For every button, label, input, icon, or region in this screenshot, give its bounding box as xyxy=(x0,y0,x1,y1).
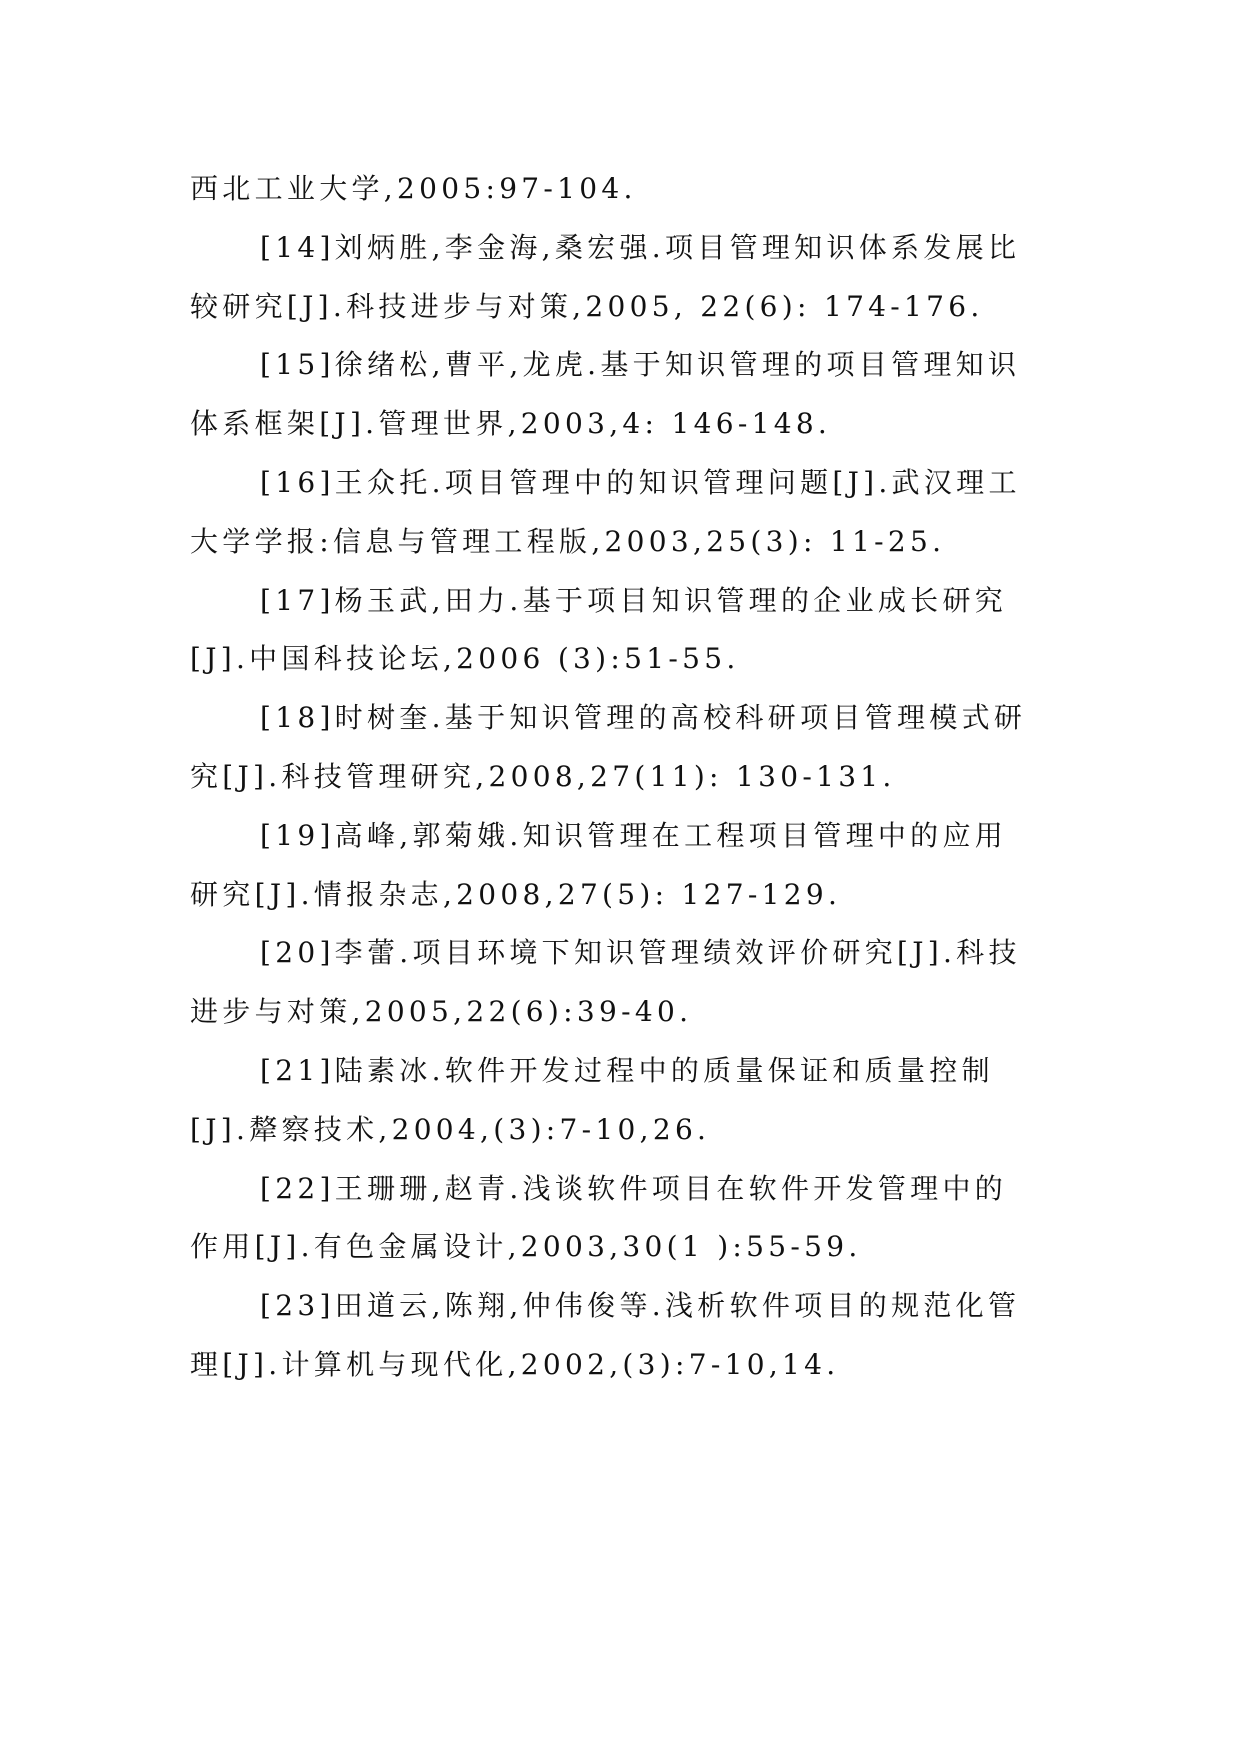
reference-line: 体系框架[J].管理世界,2003,4: 146-148. xyxy=(190,407,832,441)
reference-list xyxy=(190,160,1050,1395)
reference-line: [20]李蕾.项目环境下知识管理绩效评价研究[J].科技 xyxy=(260,936,1021,970)
reference-item xyxy=(190,689,1050,807)
reference-item xyxy=(190,1277,1050,1395)
reference-line: 究[J].科技管理研究,2008,27(11): 130-131. xyxy=(190,759,896,793)
reference-item xyxy=(190,807,1050,925)
reference-item xyxy=(190,1042,1050,1160)
reference-item xyxy=(190,219,1050,337)
reference-item xyxy=(190,336,1050,454)
reference-item xyxy=(190,924,1050,1042)
reference-line: [J].中国科技论坛,2006 (3):51-55. xyxy=(190,642,740,676)
reference-line: 进步与对策,2005,22(6):39-40. xyxy=(190,995,693,1029)
reference-line: [15]徐绪松,曹平,龙虎.基于知识管理的项目管理知识 xyxy=(260,348,1021,382)
reference-continuation: 西北工业大学,2005:97-104. xyxy=(190,172,637,205)
reference-line: [14]刘炳胜,李金海,桑宏强.项目管理知识体系发展比 xyxy=(260,230,1021,264)
reference-line: [22]王珊珊,赵青.浅谈软件项目在软件开发管理中的 xyxy=(260,1171,1008,1205)
reference-line: 理[J].计算机与现代化,2002,(3):7-10,14. xyxy=(190,1347,840,1381)
reference-line: [J].犛察技术,2004,(3):7-10,26. xyxy=(190,1112,711,1146)
reference-line: 研究[J].情报杂志,2008,27(5): 127-129. xyxy=(190,877,842,911)
reference-line: [21]陆素冰.软件开发过程中的质量保证和质量控制 xyxy=(260,1053,994,1087)
reference-line: [17]杨玉武,田力.基于项目知识管理的企业成长研究 xyxy=(260,583,1008,617)
reference-line: 作用[J].有色金属设计,2003,30(1 ):55-59. xyxy=(190,1230,862,1264)
reference-line: 大学学报:信息与管理工程版,2003,25(3): 11-25. xyxy=(190,524,946,558)
reference-item xyxy=(190,1160,1050,1278)
reference-line: 较研究[J].科技进步与对策,2005, 22(6): 174-176. xyxy=(190,289,984,323)
reference-line: [23]田道云,陈翔,仲伟俊等.浅析软件项目的规范化管 xyxy=(260,1289,1021,1323)
reference-line: [19]高峰,郭菊娥.知识管理在工程项目管理中的应用 xyxy=(260,818,1008,852)
reference-line: [18]时树奎.基于知识管理的高校科研项目管理模式研 xyxy=(260,701,1027,735)
reference-line: [16]王众托.项目管理中的知识管理问题[J].武汉理工 xyxy=(260,465,1021,499)
reference-item xyxy=(190,572,1050,690)
reference-item xyxy=(190,454,1050,572)
